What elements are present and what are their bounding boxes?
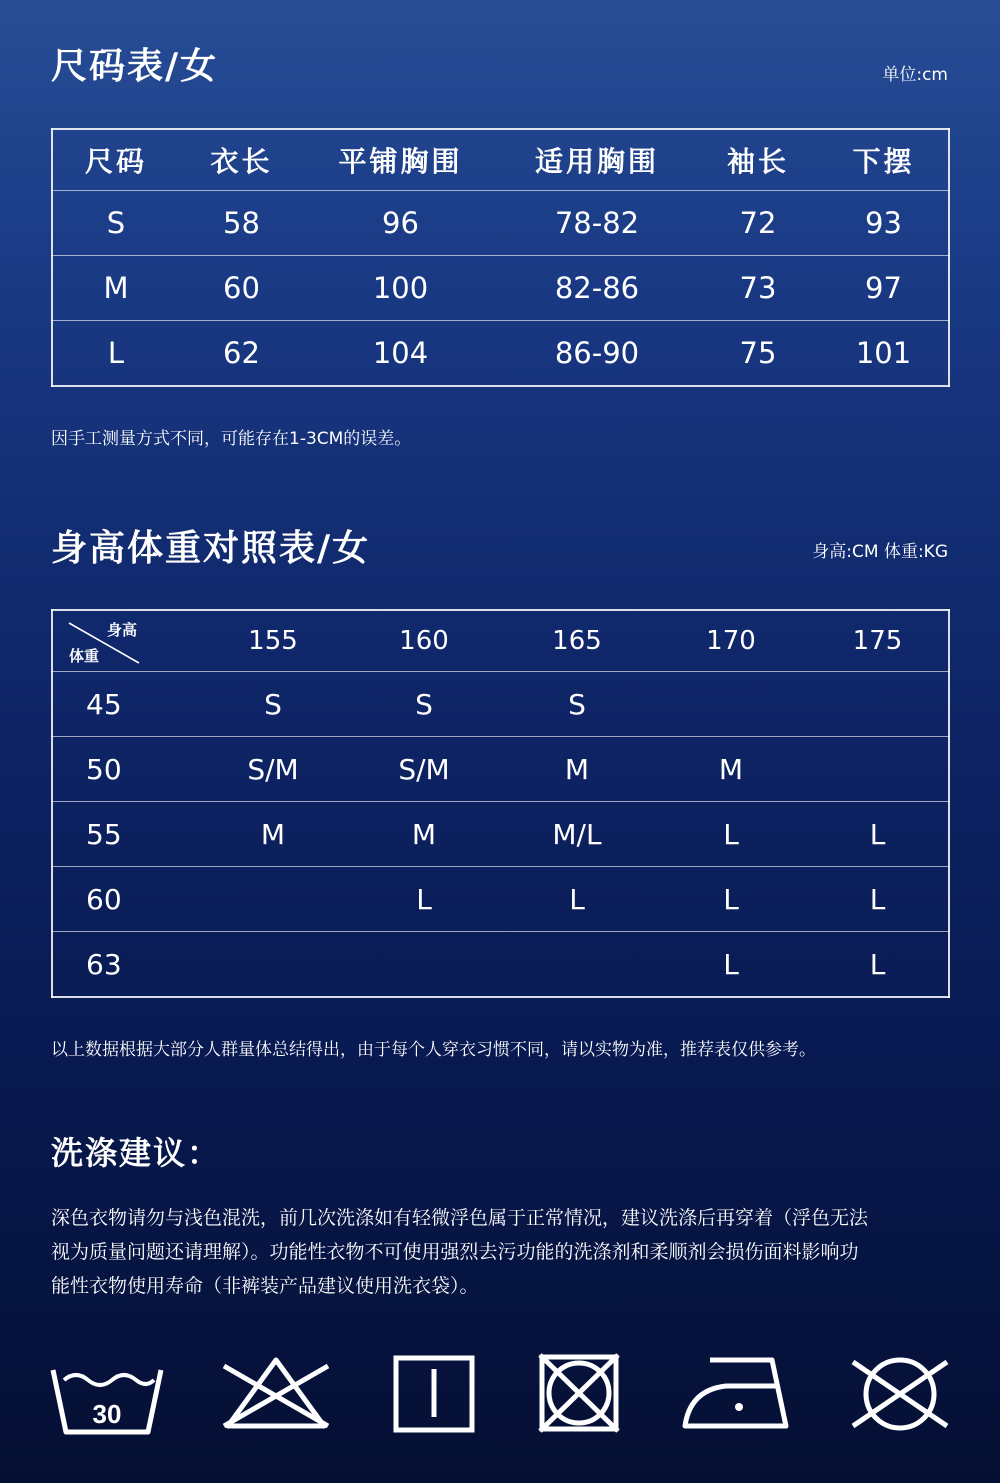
cell: S xyxy=(197,672,349,737)
wash-paragraph xyxy=(51,1201,951,1303)
cell: S/M xyxy=(197,737,349,802)
cell: S xyxy=(499,672,655,737)
table-row xyxy=(52,321,949,387)
cell xyxy=(197,867,349,932)
height-160: 160 xyxy=(399,626,449,656)
cell: L xyxy=(52,321,179,387)
cell: L xyxy=(807,867,949,932)
cell: 58 xyxy=(179,191,304,256)
cell: M xyxy=(499,737,655,802)
weight-cell: 60 xyxy=(52,867,197,932)
cell: L xyxy=(807,802,949,867)
header-length: 衣长 xyxy=(210,145,273,178)
fit-table-header xyxy=(52,610,949,672)
table-row xyxy=(52,256,949,321)
cell xyxy=(349,932,499,998)
fit-chart-title: 身高体重对照表/女 xyxy=(51,528,371,569)
size-chart-title: 尺码表/女 xyxy=(51,46,219,87)
cell: L xyxy=(655,802,807,867)
weight-cell: 50 xyxy=(52,737,197,802)
table-row xyxy=(52,932,949,998)
cell: 62 xyxy=(179,321,304,387)
header-sleeve: 袖长 xyxy=(726,145,789,178)
height-175: 175 xyxy=(852,626,903,656)
height-165: 165 xyxy=(552,626,602,656)
size-table xyxy=(51,128,950,387)
no-dry-clean-icon xyxy=(850,1356,950,1432)
size-note: 因手工测量方式不同，可能存在1-3CM的误差。 xyxy=(51,429,412,449)
header-flat-chest: 平铺胸围 xyxy=(338,145,463,178)
cell: M/L xyxy=(499,802,655,867)
wash-line: 深色衣物请勿与浅色混洗，前几次洗涤如有轻微浮色属于正常情况，建议洗涤后再穿着（浮色无法 xyxy=(51,1207,869,1229)
corner-height-label: 身高 xyxy=(107,621,138,639)
header-size: 尺码 xyxy=(84,145,147,178)
cell xyxy=(807,672,949,737)
table-row xyxy=(52,672,949,737)
line-dry-icon xyxy=(393,1355,475,1433)
cell xyxy=(655,672,807,737)
cell: 97 xyxy=(819,256,949,321)
cell: L xyxy=(655,867,807,932)
size-table-header xyxy=(52,129,949,191)
fit-chart-unit: 身高:CM 体重:KG xyxy=(812,542,948,562)
height-170: 170 xyxy=(706,626,756,656)
iron-low-icon xyxy=(682,1356,790,1430)
cell: L xyxy=(499,867,655,932)
wash-line: 视为质量问题还请理解）。功能性衣物不可使用强烈去污功能的洗涤剂和柔顺剂会损伤面料影响功 xyxy=(51,1241,859,1263)
size-chart-unit: 单位:cm xyxy=(882,65,948,85)
wash-line: 能性衣物使用寿命（非裤装产品建议使用洗衣袋）。 xyxy=(51,1275,479,1297)
cell: 82-86 xyxy=(497,256,697,321)
cell: M xyxy=(52,256,179,321)
wash-title: 洗涤建议： xyxy=(51,1134,222,1172)
header-hem: 下摆 xyxy=(852,145,915,178)
table-row xyxy=(52,191,949,256)
cell xyxy=(499,932,655,998)
cell: 101 xyxy=(819,321,949,387)
cell: 75 xyxy=(697,321,819,387)
cell: 104 xyxy=(304,321,497,387)
fit-note: 以上数据根据大部分人群量体总结得出，由于每个人穿衣习惯不同，请以实物为准，推荐表仅供参考。 xyxy=(51,1040,816,1060)
cell: L xyxy=(655,932,807,998)
header-fit-chest: 适用胸围 xyxy=(534,145,659,178)
height-155: 155 xyxy=(248,626,298,656)
weight-cell: 45 xyxy=(52,672,197,737)
cell: S xyxy=(349,672,499,737)
cell: 72 xyxy=(697,191,819,256)
cell: S/M xyxy=(349,737,499,802)
cell: 60 xyxy=(179,256,304,321)
corner-weight-label: 体重 xyxy=(69,647,100,665)
wash-30-icon xyxy=(50,1362,164,1436)
cell: 73 xyxy=(697,256,819,321)
fit-table xyxy=(51,609,950,998)
weight-cell: 63 xyxy=(52,932,197,998)
no-bleach-icon xyxy=(220,1356,332,1430)
cell: M xyxy=(197,802,349,867)
cell xyxy=(807,737,949,802)
table-row xyxy=(52,802,949,867)
cell: 86-90 xyxy=(497,321,697,387)
cell xyxy=(197,932,349,998)
no-tumble-dry-icon xyxy=(537,1352,621,1434)
cell: S xyxy=(52,191,179,256)
cell: M xyxy=(655,737,807,802)
wash-temp-label: 30 xyxy=(92,1399,122,1429)
cell: L xyxy=(807,932,949,998)
cell: 96 xyxy=(304,191,497,256)
corner-cell xyxy=(52,610,197,672)
weight-cell: 55 xyxy=(52,802,197,867)
cell: 100 xyxy=(304,256,497,321)
cell: M xyxy=(349,802,499,867)
table-row xyxy=(52,867,949,932)
table-row xyxy=(52,737,949,802)
cell: 93 xyxy=(819,191,949,256)
cell: L xyxy=(349,867,499,932)
cell: 78-82 xyxy=(497,191,697,256)
